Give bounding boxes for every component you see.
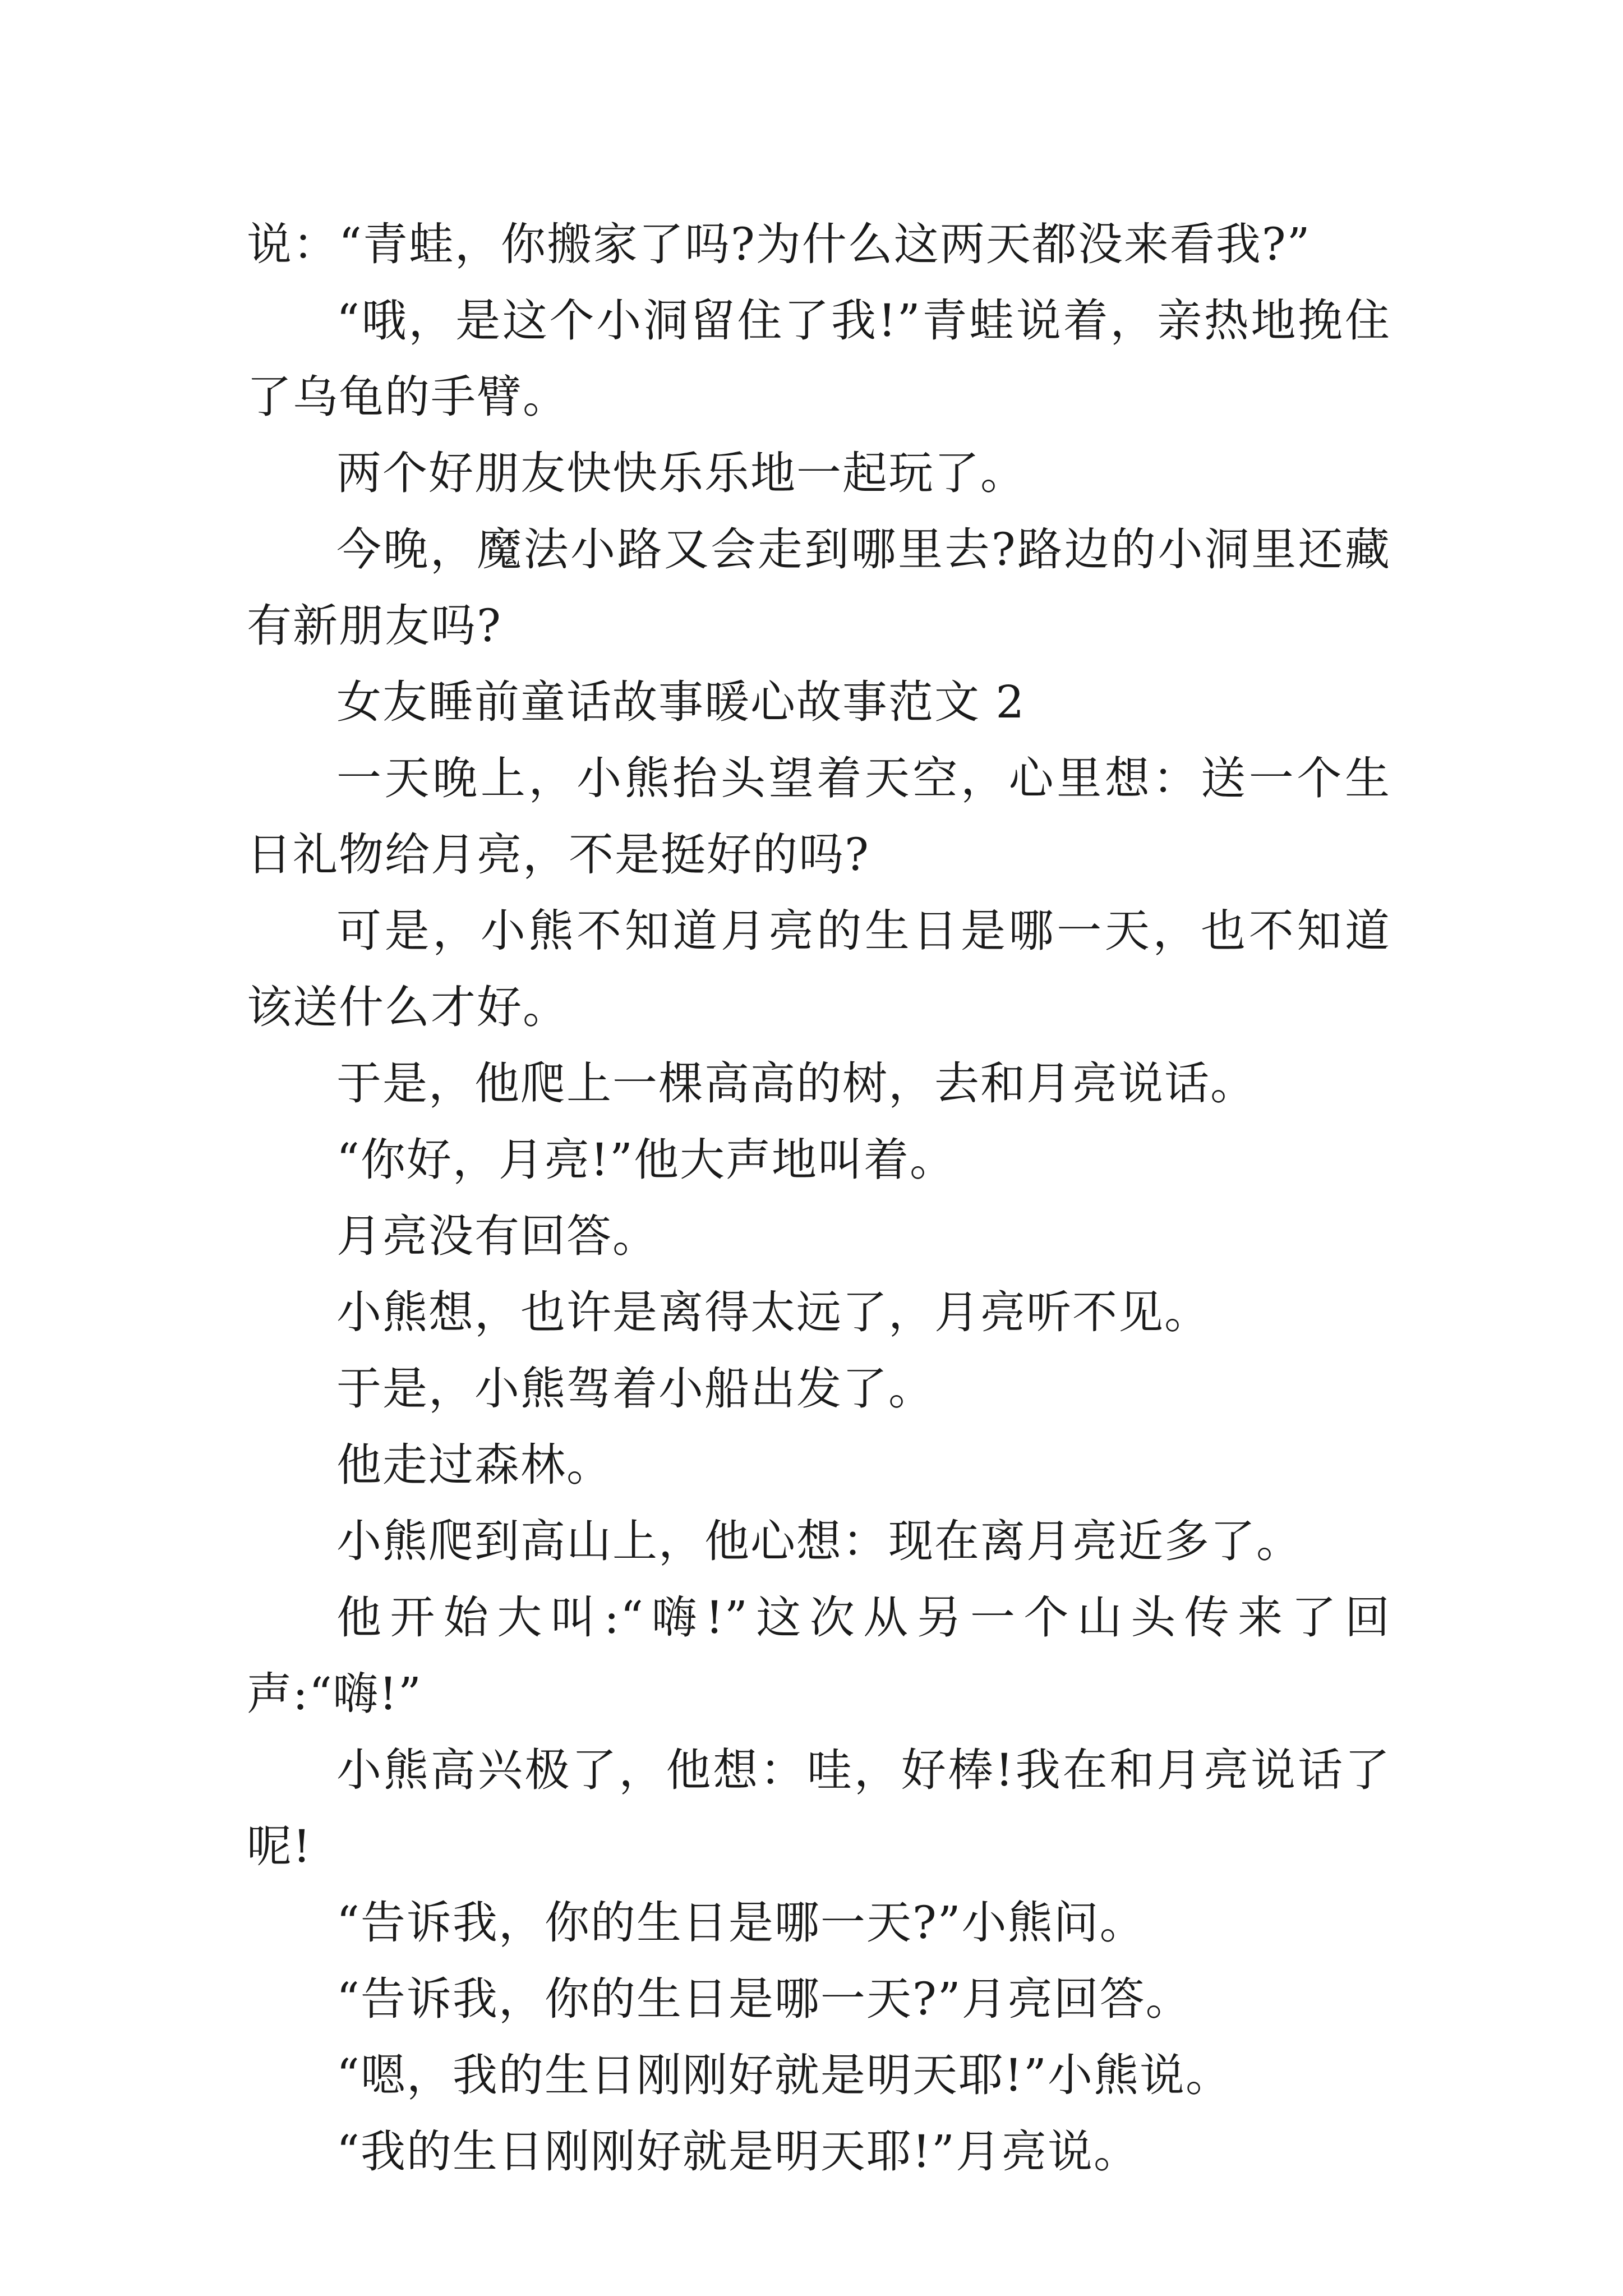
paragraph: 小熊爬到高山上，他心想：现在离月亮近多了。 [336, 1515, 1302, 1567]
paragraph: 一天晚上，小熊抬头望着天空，心里想：送一个生日礼物给月亮，不是挺好的吗? [247, 752, 1391, 881]
paragraph: 月亮没有回答。 [336, 1210, 658, 1262]
paragraph: “哦，是这个小洞留住了我!”青蛙说着，亲热地挽住了乌龟的手臂。 [247, 295, 1391, 423]
paragraph: “嗯，我的生日刚刚好就是明天耶!”小熊说。 [336, 2049, 1232, 2101]
section-title: 女友睡前童话故事暖心故事范文 2 [336, 676, 1026, 728]
paragraph: 他开始大叫:“嗨!”这次从另一个山头传来了回声:“嗨!” [247, 1591, 1391, 1720]
paragraph: “你好，月亮!”他大声地叫着。 [336, 1134, 956, 1186]
paragraph: 可是，小熊不知道月亮的生日是哪一天，也不知道该送什么才好。 [247, 905, 1391, 1033]
paragraph: “我的生日刚刚好就是明天耶!”月亮说。 [336, 2125, 1140, 2178]
paragraph: 说：“青蛙，你搬家了吗?为什么这两天都没来看我?” [247, 218, 1311, 270]
paragraph: 今晚，魔法小路又会走到哪里去?路边的小洞里还藏有新朋友吗? [247, 523, 1391, 652]
paragraph: “告诉我，你的生日是哪一天?”小熊问。 [336, 1897, 1146, 1949]
body-text [247, 206, 1391, 2190]
paragraph: 两个好朋友快快乐乐地一起玩了。 [336, 447, 1026, 499]
paragraph: 于是，小熊驾着小船出发了。 [336, 1363, 934, 1415]
paragraph: “告诉我，你的生日是哪一天?”月亮回答。 [336, 1973, 1192, 2025]
paragraph: 于是，他爬上一棵高高的树，去和月亮说话。 [336, 1057, 1256, 1110]
paragraph: 小熊想，也许是离得太远了，月亮听不见。 [336, 1286, 1210, 1338]
paragraph: 他走过森林。 [336, 1439, 612, 1491]
paragraph: 小熊高兴极了，他想：哇，好棒!我在和月亮说话了呢! [247, 1744, 1391, 1872]
